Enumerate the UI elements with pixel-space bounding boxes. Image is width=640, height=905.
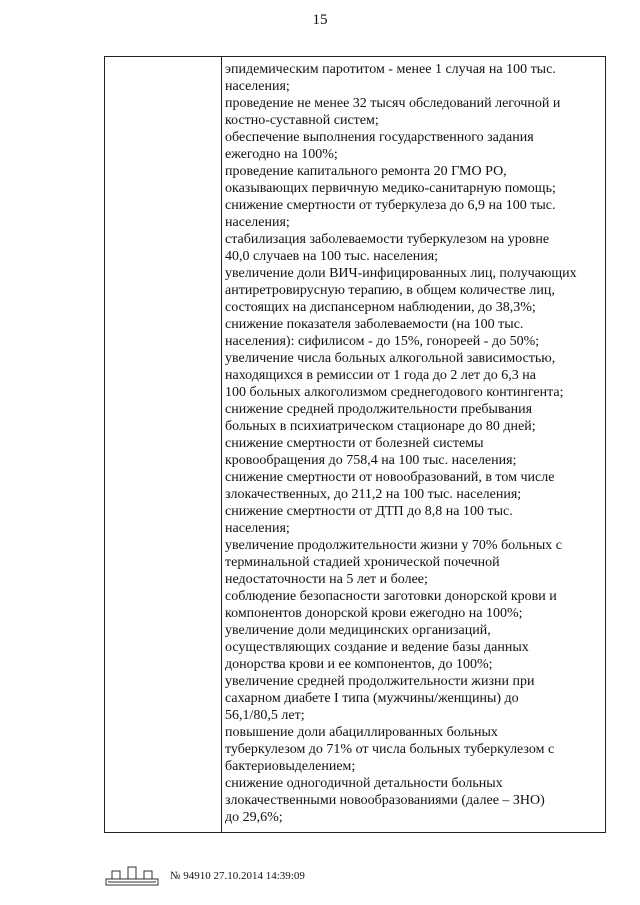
text-line: населения): сифилисом - до 15%, гонореей - до 50%; <box>225 334 540 349</box>
text-line: снижение средней продолжительности пребывания <box>225 402 533 417</box>
document-stamp: № 94910 27.10.2014 14:39:09 <box>170 870 305 882</box>
text-line: кровообращения до 758,4 на 100 тыс. населения; <box>225 453 517 468</box>
text-line: увеличение доли медицинских организаций, <box>225 623 491 638</box>
text-line: населения; <box>225 215 290 230</box>
text-line: снижение одногодичной детальности больных <box>225 776 503 791</box>
text-line: снижение смертности от ДТП до 8,8 на 100 тыс. <box>225 504 513 519</box>
text-line: туберкулезом до 71% от числа больных туберкулезом с <box>225 742 555 757</box>
text-line: терминальной стадией хронической почечной <box>225 555 500 570</box>
text-line: увеличение доли ВИЧ-инфицированных лиц, получающих <box>225 266 577 281</box>
text-line: до 29,6%; <box>225 810 283 825</box>
text-line: повышение доли абациллированных больных <box>225 725 498 740</box>
text-line: осуществляющих создание и ведение базы данных <box>225 640 529 655</box>
text-line: населения; <box>225 79 290 94</box>
text-line: антиретровирусную терапию, в общем количестве лиц, <box>225 283 555 298</box>
table-left-column <box>105 57 222 832</box>
text-line: эпидемическим паротитом - менее 1 случая на 100 тыс. <box>225 62 556 77</box>
text-line: 100 больных алкоголизмом среднегодового контингента; <box>225 385 564 400</box>
text-line: ежегодно на 100%; <box>225 147 338 162</box>
text-line: снижение смертности от туберкулеза до 6,9 на 100 тыс. <box>225 198 556 213</box>
text-line: населения; <box>225 521 290 536</box>
text-line: 40,0 случаев на 100 тыс. населения; <box>225 249 439 264</box>
text-line: состоящих на диспансерном наблюдении, до 38,3%; <box>225 300 536 315</box>
text-line: оказывающих первичную медико-санитарную помощь; <box>225 181 556 196</box>
text-line: злокачественными новообразованиями (далее – ЗНО) <box>225 793 545 808</box>
text-line: находящихся в ремиссии от 1 года до 2 лет до 6,3 на <box>225 368 536 383</box>
text-line: обеспечение выполнения государственного задания <box>225 130 534 145</box>
text-line: 56,1/80,5 лет; <box>225 708 305 723</box>
text-line: соблюдение безопасности заготовки донорской крови и <box>225 589 557 604</box>
coat-of-arms-icon <box>104 865 160 887</box>
table-right-column <box>225 61 605 826</box>
text-line: компонентов донорской крови ежегодно на 100%; <box>225 606 523 621</box>
page-number: 15 <box>312 12 328 28</box>
text-line: проведение не менее 32 тысяч обследований легочной и <box>225 96 561 111</box>
document-table <box>104 56 606 833</box>
text-line: стабилизация заболеваемости туберкулезом на уровне <box>225 232 550 247</box>
text-line: донорства крови и ее компонентов, до 100%; <box>225 657 493 672</box>
text-line: снижение смертности от болезней системы <box>225 436 484 451</box>
text-line: злокачественных, до 211,2 на 100 тыс. населения; <box>225 487 522 502</box>
text-line: больных в психиатрическом стационаре до 80 дней; <box>225 419 536 434</box>
text-line: проведение капитального ремонта 20 ГМО РО, <box>225 164 507 179</box>
text-line: снижение смертности от новообразований, в том числе <box>225 470 555 485</box>
footer <box>104 864 305 888</box>
text-line: бактериовыделением; <box>225 759 356 774</box>
text-line: сахарном диабете I типа (мужчины/женщины) до <box>225 691 519 706</box>
text-line: увеличение продолжительности жизни у 70% больных с <box>225 538 562 553</box>
text-line: недостаточности на 5 лет и более; <box>225 572 428 587</box>
text-line: увеличение средней продолжительности жизни при <box>225 674 535 689</box>
text-line: снижение показателя заболеваемости (на 100 тыс. <box>225 317 524 332</box>
text-line: увеличение числа больных алкогольной зависимостью, <box>225 351 556 366</box>
text-line: костно-суставной систем; <box>225 113 379 128</box>
